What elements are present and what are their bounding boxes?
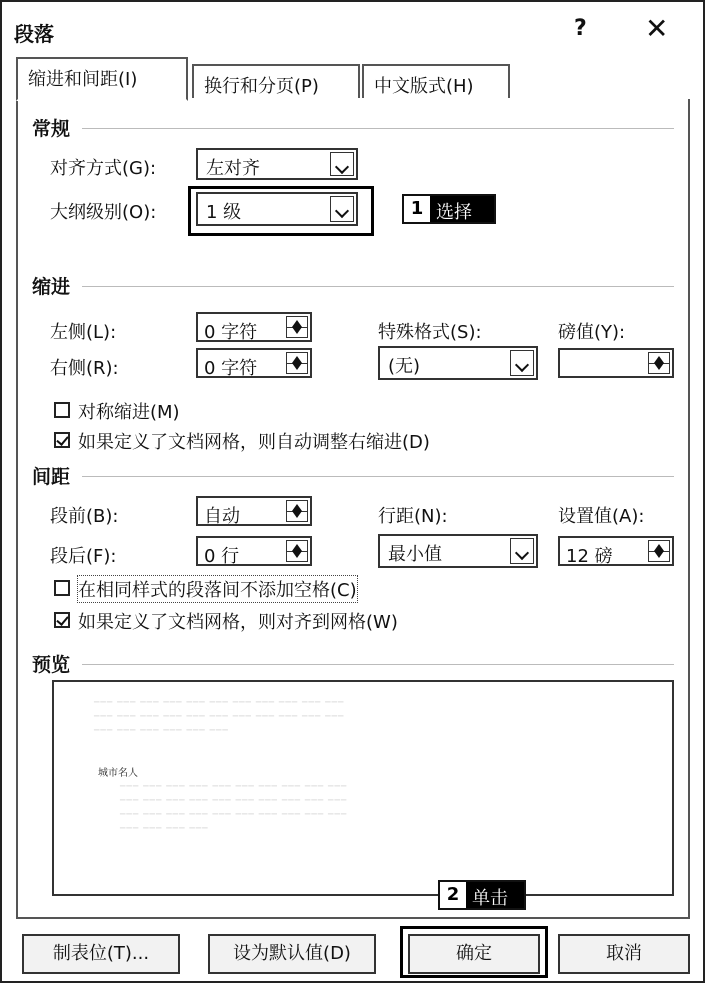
special-indent-value: (无) — [388, 356, 421, 377]
chevron-down-icon[interactable] — [510, 538, 534, 564]
cancel-button[interactable]: 取消 — [558, 934, 690, 974]
preview-filler-line: ─── ─── ─── ─── ─── ─── ─── ─── ─── ─── — [120, 782, 348, 792]
set-default-button[interactable]: 设为默认值(D) — [208, 934, 376, 974]
callout-step-1 — [402, 194, 496, 224]
before-label: 段前(B): — [50, 506, 119, 527]
preview-separator — [82, 664, 674, 665]
before-value: 自动 — [204, 506, 240, 527]
after-label: 段后(F): — [50, 546, 117, 567]
callout-text: 单击 — [472, 888, 508, 909]
outline-level-value: 1 级 — [206, 202, 242, 223]
after-value: 0 行 — [204, 546, 240, 567]
tabs-button[interactable]: 制表位(T)... — [22, 934, 180, 974]
indent-separator — [82, 286, 674, 287]
line-spacing-value: 最小值 — [388, 544, 442, 565]
after-spinner[interactable] — [196, 536, 312, 566]
indent-heading: 缩进 — [32, 276, 71, 298]
auto-adjust-indent-checkbox[interactable] — [54, 432, 70, 448]
preview-filler-line: ─── ─── ─── ─── ─── ─── — [94, 726, 229, 736]
mirror-indents-label: 对称缩进(M) — [78, 402, 180, 423]
spinner-arrows-icon[interactable] — [286, 316, 308, 338]
tab-asian-typography[interactable] — [362, 64, 510, 98]
preview-filler-line: ─── ─── ─── ─── ─── ─── ─── ─── ─── ─── ─── — [94, 698, 345, 708]
at-value: 12 磅 — [566, 546, 613, 567]
no-space-same-style-checkbox[interactable] — [54, 580, 70, 596]
tab-label: 换行和分页(P) — [204, 76, 319, 97]
callout-text: 选择 — [436, 202, 472, 223]
left-indent-spinner[interactable] — [196, 312, 312, 342]
at-label: 设置值(A): — [558, 506, 645, 527]
tab-indents-spacing[interactable] — [16, 57, 188, 101]
right-indent-spinner[interactable] — [196, 348, 312, 378]
alignment-select[interactable] — [196, 148, 358, 180]
spinner-arrows-icon[interactable] — [286, 540, 308, 562]
alignment-label: 对齐方式(G): — [50, 158, 157, 179]
no-space-same-style-label: 在相同样式的段落间不添加空格(C) — [78, 576, 357, 602]
spinner-arrows-icon[interactable] — [648, 540, 670, 562]
by-spinner[interactable] — [558, 348, 674, 378]
chevron-down-icon[interactable] — [330, 196, 354, 222]
chevron-down-icon[interactable] — [510, 350, 534, 376]
close-icon[interactable]: ✕ — [645, 12, 669, 45]
line-spacing-label: 行距(N): — [378, 506, 448, 527]
special-indent-label: 特殊格式(S): — [378, 322, 482, 343]
right-indent-value: 0 字符 — [204, 358, 258, 379]
left-indent-value: 0 字符 — [204, 322, 258, 343]
snap-to-grid-checkbox[interactable] — [54, 612, 70, 628]
preview-pane — [52, 680, 674, 896]
tab-label: 缩进和间距(I) — [28, 69, 138, 90]
preview-sample-text: 城市名人 — [98, 768, 138, 779]
tab-line-page-breaks[interactable] — [192, 64, 360, 98]
spinner-arrows-icon[interactable] — [648, 352, 670, 374]
left-indent-label: 左侧(L): — [50, 322, 117, 343]
spacing-heading: 间距 — [32, 466, 71, 488]
tab-label: 中文版式(H) — [374, 76, 474, 97]
callout-number: 2 — [440, 882, 468, 908]
mirror-indents-checkbox[interactable] — [54, 402, 70, 418]
chevron-down-icon[interactable] — [330, 152, 354, 176]
ok-button[interactable]: 确定 — [408, 934, 540, 974]
dialog-title: 段落 — [14, 22, 54, 46]
preview-filler-line: ─── ─── ─── ─── ─── ─── ─── ─── ─── ─── — [120, 796, 348, 806]
preview-filler-line: ─── ─── ─── ─── — [120, 824, 209, 834]
spacing-separator — [82, 476, 674, 477]
spinner-arrows-icon[interactable] — [286, 352, 308, 374]
preview-heading: 预览 — [32, 654, 71, 676]
preview-filler-line: ─── ─── ─── ─── ─── ─── ─── ─── ─── ─── ─── — [94, 712, 345, 722]
snap-to-grid-label: 如果定义了文档网格，则对齐到网格(W) — [78, 612, 398, 633]
before-spinner[interactable] — [196, 496, 312, 526]
help-button[interactable]: ? — [574, 16, 587, 41]
line-spacing-select[interactable] — [378, 534, 538, 568]
at-spinner[interactable] — [558, 536, 674, 566]
right-indent-label: 右侧(R): — [50, 358, 119, 379]
alignment-value: 左对齐 — [206, 158, 260, 179]
outline-level-label: 大纲级别(O): — [50, 202, 157, 223]
general-heading: 常规 — [32, 118, 71, 140]
spinner-arrows-icon[interactable] — [286, 500, 308, 522]
auto-adjust-indent-label: 如果定义了文档网格，则自动调整右缩进(D) — [78, 432, 430, 453]
callout-step-2 — [438, 880, 526, 910]
preview-filler-line: ─── ─── ─── ─── ─── ─── ─── ─── ─── ─── — [120, 810, 348, 820]
by-label: 磅值(Y): — [558, 322, 626, 343]
outline-level-select[interactable] — [196, 192, 358, 226]
general-separator — [82, 128, 674, 129]
callout-number: 1 — [404, 196, 432, 222]
special-indent-select[interactable] — [378, 346, 538, 380]
